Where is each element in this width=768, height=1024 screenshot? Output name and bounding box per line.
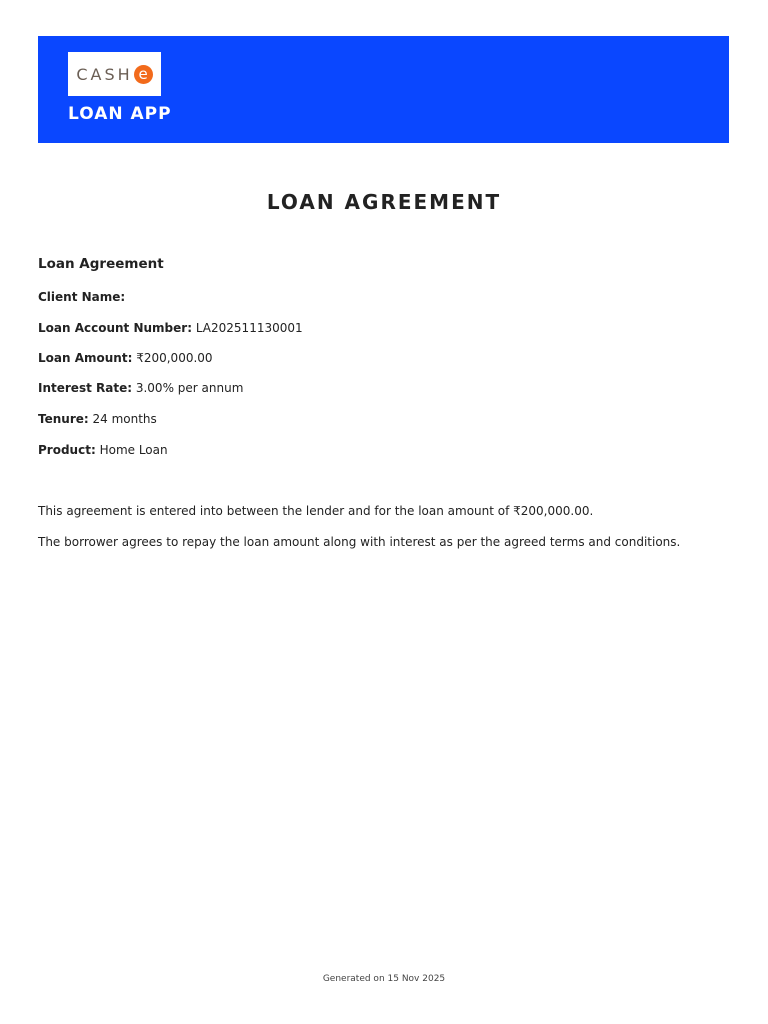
field-value: 24 months [92, 412, 157, 426]
field-label: Tenure: [38, 412, 89, 426]
field-value: Home Loan [99, 443, 168, 457]
document-title: LOAN AGREEMENT [266, 190, 502, 214]
field-value: LA202511130001 [195, 321, 303, 335]
field-label: Loan Amount: [38, 351, 133, 365]
field-loan-amount [38, 351, 213, 365]
header-banner [38, 36, 729, 143]
logo-wordmark [76, 65, 152, 84]
field-label: Product: [38, 443, 96, 457]
field-label: Loan Account Number: [38, 321, 193, 335]
field-client-name [38, 290, 125, 304]
repayment-paragraph: The borrower agrees to repay the loan amount along with interest as per the agreed terms and conditions. [38, 535, 681, 549]
field-interest-rate [38, 381, 243, 395]
field-label: Interest Rate: [38, 381, 133, 395]
section-title: Loan Agreement [38, 256, 164, 272]
field-value: 3.00% per annum [135, 381, 244, 395]
generated-footer: Generated on 15 Nov 2025 [322, 974, 446, 984]
field-label: Client Name: [38, 290, 126, 304]
logo-text: CASH [76, 64, 133, 84]
field-value: ₹200,000.00 [136, 351, 213, 365]
app-name: LOAN APP [68, 104, 172, 124]
field-tenure [38, 412, 157, 426]
agreement-paragraph: This agreement is entered into between the lender and for the loan amount of ₹200,000.00. [38, 504, 594, 518]
logo-e-icon: e [134, 65, 153, 84]
cashe-logo [68, 52, 161, 96]
field-product [38, 443, 168, 457]
field-loan-account-number [38, 321, 303, 335]
